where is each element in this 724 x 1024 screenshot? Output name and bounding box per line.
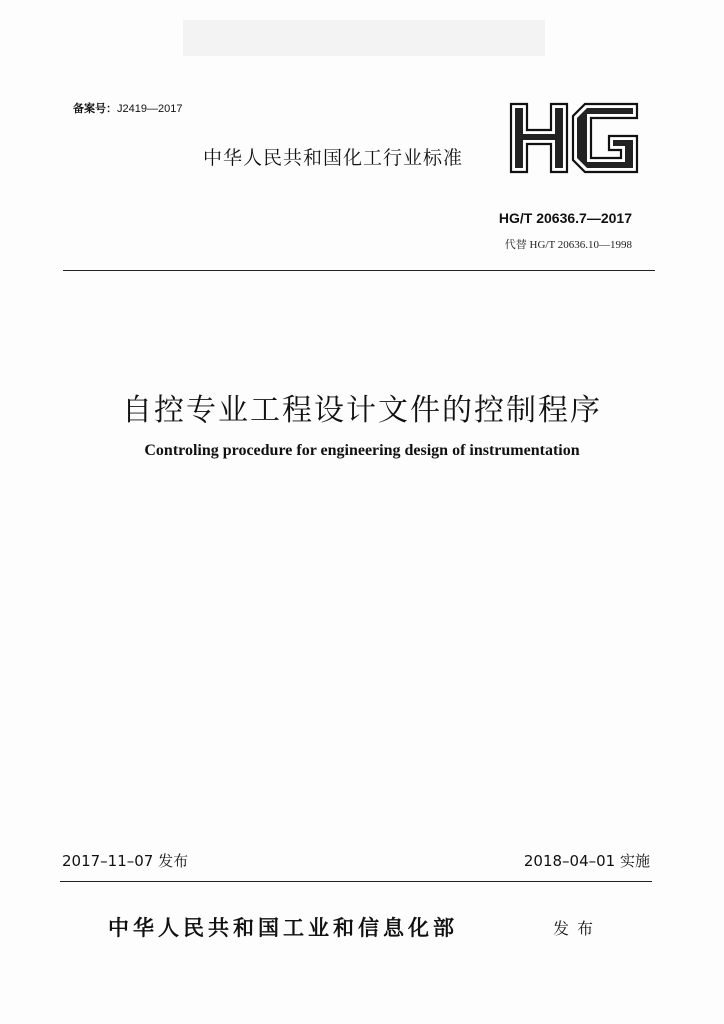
filing-number xyxy=(73,100,182,116)
replaces-standard: 代替 HG/T 20636.10—1998 xyxy=(504,239,632,251)
bottom-divider xyxy=(60,881,652,882)
hg-logo-h xyxy=(511,104,567,172)
document-title-cn: 自控专业工程设计文件的控制程序 xyxy=(122,393,602,428)
publisher-name: 中华人民共和国工业和信息化部 xyxy=(108,916,458,940)
top-divider xyxy=(63,270,655,271)
issue-date: 2017–11–07 发布 xyxy=(62,852,189,870)
hg-logo-icon xyxy=(505,100,645,178)
standard-number: HG/T 20636.7—2017 xyxy=(498,210,632,226)
effective-date: 2018–04–01 实施 xyxy=(523,852,650,870)
document-title-en: Controling procedure for engineering design of instrumentation xyxy=(144,442,580,459)
publisher-verb: 发布 xyxy=(553,919,602,938)
filing-value: J2419—2017 xyxy=(117,103,183,115)
standard-category-title: 中华人民共和国化工行业标准 xyxy=(203,147,464,169)
filing-label: 备案号： xyxy=(73,103,117,115)
hg-logo-g xyxy=(573,104,637,172)
scan-artifact xyxy=(183,20,545,56)
